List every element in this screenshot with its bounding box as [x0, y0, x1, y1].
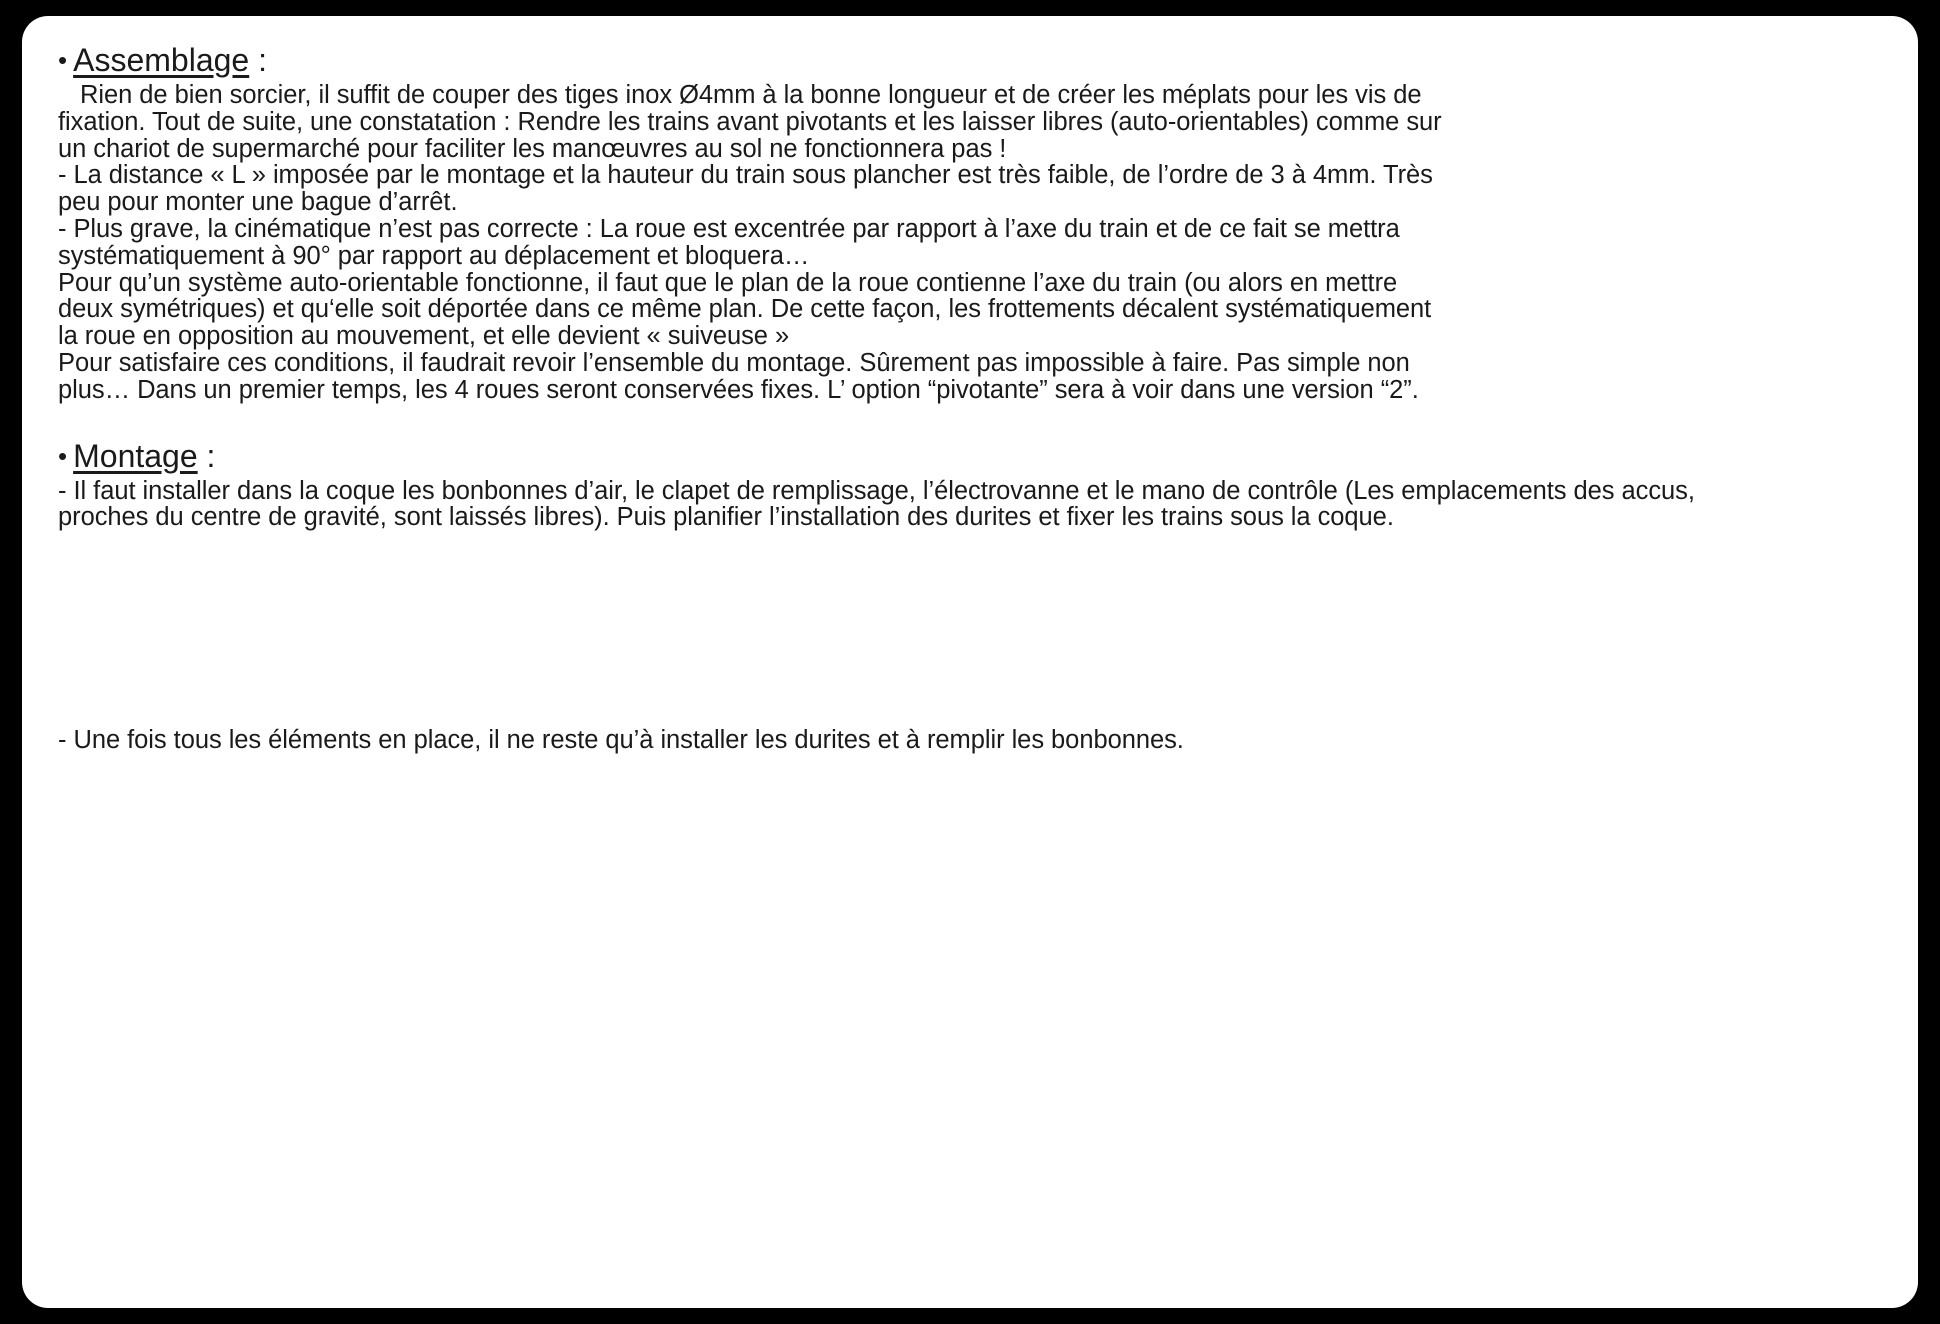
text-line: - Il faut installer dans la coque les bonbonnes d’air, le clapet de remplissage, l’électrovanne et le mano de contrôle (Les emplacements des accus, — [58, 476, 1695, 505]
heading-assemblage-title: Assemblage — [73, 42, 250, 78]
slide-content — [58, 38, 1898, 754]
slide-page — [22, 16, 1918, 1308]
paragraph-footer-note — [58, 727, 1898, 754]
heading-montage-title: Montage — [73, 437, 198, 474]
text-line: la roue en opposition au mouvement, et elle devient « suiveuse » — [58, 322, 790, 351]
heading-montage — [58, 434, 1898, 478]
bullet-icon-assemblage: • — [58, 45, 68, 75]
text-line: - Une fois tous les éléments en place, il ne reste qu’à installer les durites et à remplir les bonbonnes. — [58, 726, 1184, 755]
heading-montage-colon: : — [197, 437, 216, 474]
text-line: - Plus grave, la cinématique n’est pas correcte : La roue est excentrée par rapport à l’axe du train et de ce fait se mettra — [58, 214, 1400, 243]
bullet-icon-montage: • — [58, 440, 68, 471]
paragraph-montage — [58, 478, 1898, 532]
image-placeholder-area — [58, 531, 1898, 727]
heading-assemblage — [58, 38, 1898, 82]
text-line: peu pour monter une bague d’arrêt. — [58, 188, 458, 217]
text-line: plus… Dans un premier temps, les 4 roues seront conservées fixes. L’ option “pivotante” sera à voir dans une version “2”. — [58, 375, 1419, 404]
text-line: proches du centre de gravité, sont laissés libres). Puis planifier l’installation des durites et fixer les trains sous la coque. — [58, 503, 1394, 532]
text-line: Pour satisfaire ces conditions, il faudrait revoir l’ensemble du montage. Sûrement pas impossible à faire. Pas simple non — [58, 348, 1410, 377]
text-line: - La distance « L » imposée par le montage et la hauteur du train sous plancher est très faible, de l’ordre de 3 à 4mm. Très — [58, 161, 1433, 190]
text-line: Rien de bien sorcier, il suffit de couper des tiges inox Ø4mm à la bonne longueur et de créer les méplats pour les vis de — [80, 81, 1422, 109]
section-spacer — [58, 404, 1898, 434]
text-line: systématiquement à 90° par rapport au déplacement et bloquera… — [58, 241, 810, 270]
text-line: fixation. Tout de suite, une constatation : Rendre les trains avant pivotants et les laisser libres (auto-orientables) comme sur — [58, 107, 1442, 136]
text-line: deux symétriques) et qu‘elle soit déportée dans ce même plan. De cette façon, les frottements décalent systématiquement — [58, 295, 1432, 324]
paragraph-assemblage — [58, 82, 1898, 404]
heading-assemblage-colon: : — [249, 42, 267, 78]
text-line: un chariot de supermarché pour faciliter les manœuvres au sol ne fonctionnera pas ! — [58, 134, 1007, 163]
text-line: Pour qu’un système auto-orientable fonctionne, il faut que le plan de la roue contienne l’axe du train (ou alors en mettre — [58, 268, 1398, 297]
